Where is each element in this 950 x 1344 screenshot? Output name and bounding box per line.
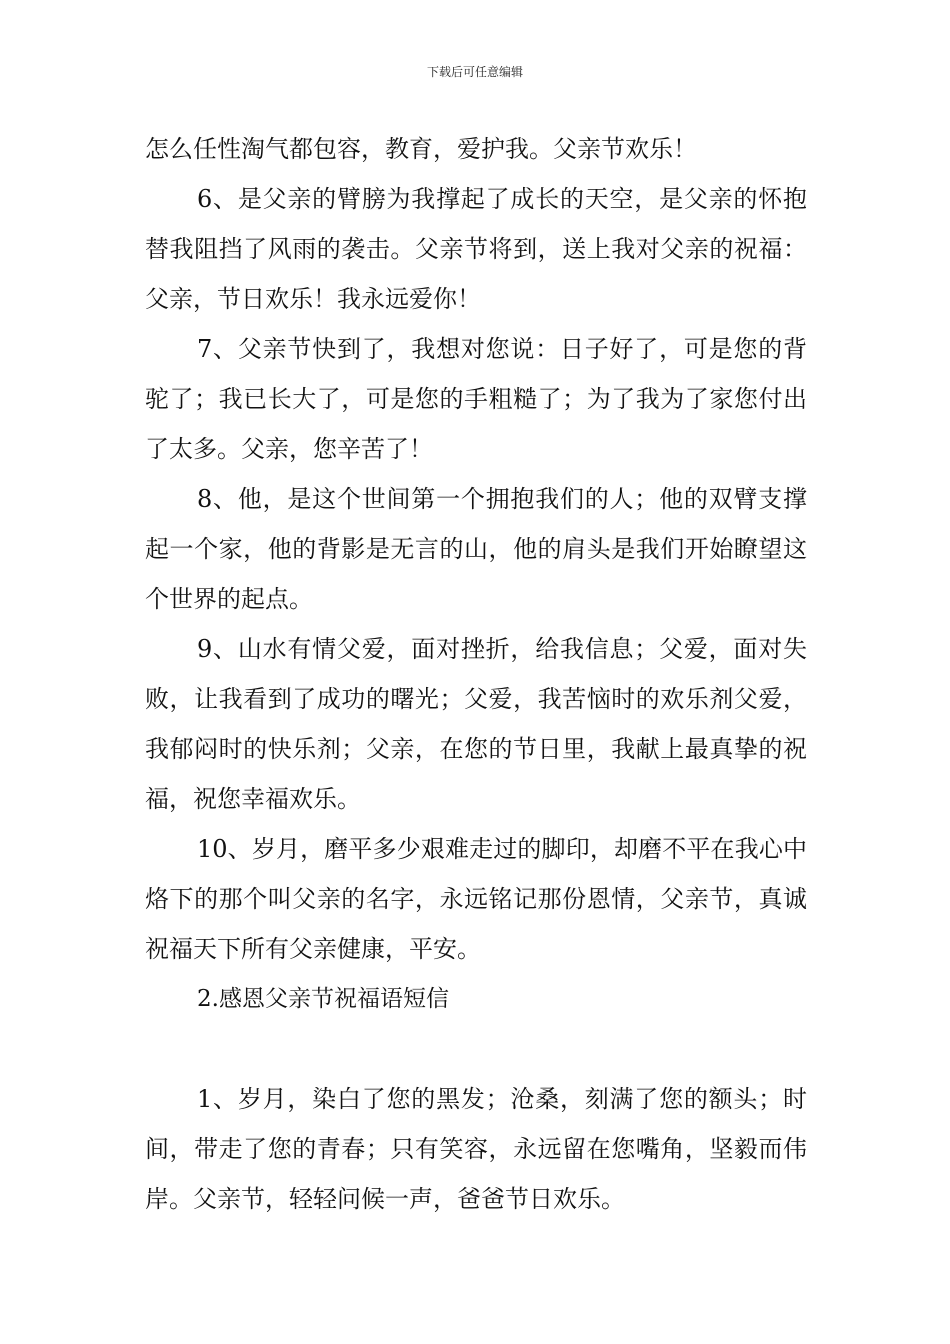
paragraph-continuation: 怎么任性淘气都包容，教育，爱护我。父亲节欢乐！ [145,135,697,163]
paragraph-item-10: 10、岁月，磨平多少艰难走过的脚印，却磨不平在我心中烙下的那个叫父亲的名字，永远铭记那份恩情，父亲节，真诚祝福天下所有父亲健康，平安。 [145,835,807,963]
paragraph-item-1: 1、岁月，染白了您的黑发；沧桑，刻满了您的额头；时间，带走了您的青春；只有笑容，永远留在您嘴角，坚毅而伟岸。父亲节，轻轻问候一声，爸爸节日欢乐。 [145,1085,807,1213]
paragraph-item-6: 6、是父亲的臂膀为我撑起了成长的天空，是父亲的怀抱替我阻挡了风雨的袭击。父亲节将到，送上我对父亲的祝福：父亲，节日欢乐！我永远爱你！ [145,185,807,313]
paragraph-item-8: 8、他，是这个世间第一个拥抱我们的人；他的双臂支撑起一个家，他的背影是无言的山，他的肩头是我们开始瞭望这个世界的起点。 [145,485,807,613]
page-header-note: 下载后可任意编辑 [426,65,523,79]
section-heading: 2.感恩父亲节祝福语短信 [197,986,449,1012]
blank-line [145,1024,807,1074]
paragraph-item-7: 7、父亲节快到了，我想对您说：日子好了，可是您的背驼了；我已长大了，可是您的手粗糙了；为了我为了家您付出了太多。父亲，您辛苦了！ [145,335,807,463]
paragraph-item-9: 9、山水有情父爱，面对挫折，给我信息；父爱，面对失败，让我看到了成功的曙光；父爱，我苦恼时的欢乐剂父爱，我郁闷时的快乐剂；父亲，在您的节日里，我献上最真挚的祝福，祝您幸福欢乐。 [145,635,807,813]
document-body [145,124,807,1224]
